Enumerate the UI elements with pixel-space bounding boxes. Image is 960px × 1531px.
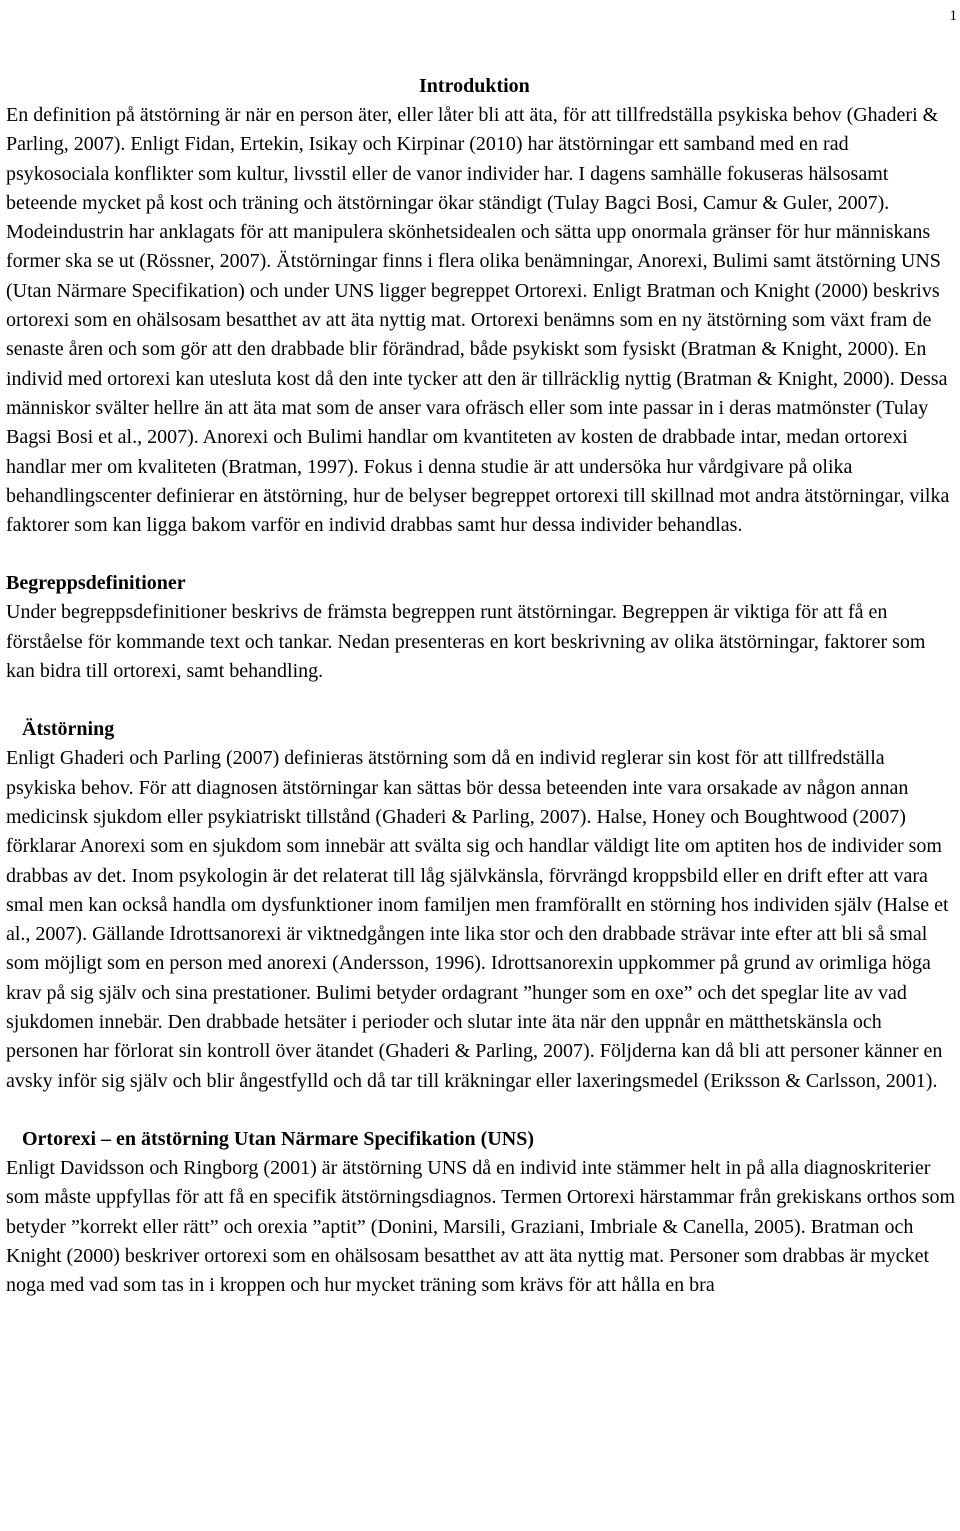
page-number: 1 <box>949 8 957 24</box>
paragraph-begreppsdefinitioner: Under begreppsdefinitioner beskrivs de främsta begreppen runt ätstörningar. Begreppen är viktiga för att få en förståelse för kommande text och tankar. Nedan presenteras en kort beskrivning av olika ätstörningar, faktorer som kan bidra till ortorexi, samt behandling. <box>6 601 926 683</box>
paragraph-ortorexi: Enligt Davidsson och Ringborg (2001) är ätstörning UNS då en individ inte stämmer helt in på alla diagnoskriterier som måste uppfyllas för att få en specifik ätstörningsdiagnos. Termen Ortorexi härstammar från grekiskans orthos som betyder ”korrekt eller rätt” och orexia ”aptit” (Donini, Marsili, Graziani, Imbriale & Canella, 2005). Bratman och Knight (2000) beskriver ortorexi som en ohälsosam besatthet av att äta nyttig mat. Personer som drabbas är mycket noga med vad som tas in i kroppen och hur mycket träning som krävs för att hålla en bra <box>6 1156 956 1297</box>
document-body <box>6 72 956 1300</box>
heading-begreppsdefinitioner: Begreppsdefinitioner <box>6 572 186 595</box>
heading-introduktion: Introduktion <box>419 75 530 97</box>
section-gap <box>6 686 956 715</box>
section-gap <box>6 1096 956 1125</box>
heading-ortorexi: Ortorexi – en ätstörning Utan Närmare Specifikation (UNS) <box>22 1127 534 1150</box>
paragraph-introduktion: En definition på ätstörning är när en person äter, eller låter bli att äta, för att tillfredställa psykiska behov (Ghaderi & Parling, 2007). Enligt Fidan, Ertekin, Isikay och Kirpinar (2010) har ätstörningar ett samband med en rad psykosociala konflikter som kultur, livsstil eller de vanor individer har. I dagens samhälle fokuseras hälsosamt beteende mycket på kost och träning och ätstörningar ökar ständigt (Tulay Bagci Bosi, Camur & Guler, 2007). Modeindustrin har anklagats för att manipulera skönhetsidealen och sätta upp onormala gränser för hur människans former ska se ut (Rössner, 2007). Ätstörningar finns i flera olika benämningar, Anorexi, Bulimi samt ätstörning UNS (Utan Närmare Specifikation) och under UNS ligger begreppet Ortorexi. Enligt Bratman och Knight (2000) beskrivs ortorexi som en ohälsosam besatthet av att äta nyttig mat. Ortorexi benämns som en ny ätstörning som växt fram de senaste åren och som gör att den drabbade blir förändrad, både psykiskt som fysiskt (Bratman & Knight, 2000). En individ med ortorexi kan utesluta kost då den inte tycker att den är tillräcklig nyttig (Bratman & Knight, 2000). Dessa människor svälter hellre än att äta mat som de anser vara ofräsch eller som inte passar in i deras matmönster (Tulay Bagsi Bosi et al., 2007). Anorexi och Bulimi handlar om kvantiteten av kosten de drabbade intar, medan ortorexi handlar mer om kvaliteten (Bratman, 1997). Fokus i denna studie är att undersöka hur vårdgivare på olika behandlingscenter definierar en ätstörning, hur de belyser begreppet ortorexi till skillnad mot andra ätstörningar, vilka faktorer som kan ligga bakom varför en individ drabbas samt hur dessa individer behandlas. <box>6 104 950 537</box>
section-gap <box>6 540 956 569</box>
paragraph-atstorning: Enligt Ghaderi och Parling (2007) definieras ätstörning som då en individ reglerar sin kost för att tillfredställa psykiska behov. För att diagnosen ätstörningar kan sättas bör dessa beteenden inte vara orsakade av någon annan medicinsk sjukdom eller psykiatriskt tillstånd (Ghaderi & Parling, 2007). Halse, Honey och Boughtwood (2007) förklarar Anorexi som en sjukdom som innebär att svälta sig och handlar väldigt lite om aptiten hos de individer som drabbas av det. Inom psykologin är det relaterat till låg självkänsla, förvrängd kroppsbild eller en drift efter att vara smal men kan också handla om dysfunktioner inom familjen men framförallt en störning hos individen själv (Halse et al., 2007). Gällande Idrottsanorexi är viktnedgången inte lika stor och den drabbade strävar inte efter att bli så smal som möjligt som en person med anorexi (Andersson, 1996). Idrottsanorexin uppkommer på grund av orimliga höga krav på sig själv och sina prestationer. Bulimi betyder ordagrant ”hunger som en oxe” och det speglar lite av vad sjukdomen innebär. Den drabbade hetsäter i perioder och slutar inte äta när den uppnår en mätthetskänsla och personen har förlorat sin kontroll över ätandet (Ghaderi & Parling, 2007). Följderna kan då bli att personer känner en avsky inför sig själv och blir ångestfylld och då tar till kräkningar eller laxeringsmedel (Eriksson & Carlsson, 2001). <box>6 747 949 1092</box>
heading-atstorning: Ätstörning <box>22 718 115 741</box>
